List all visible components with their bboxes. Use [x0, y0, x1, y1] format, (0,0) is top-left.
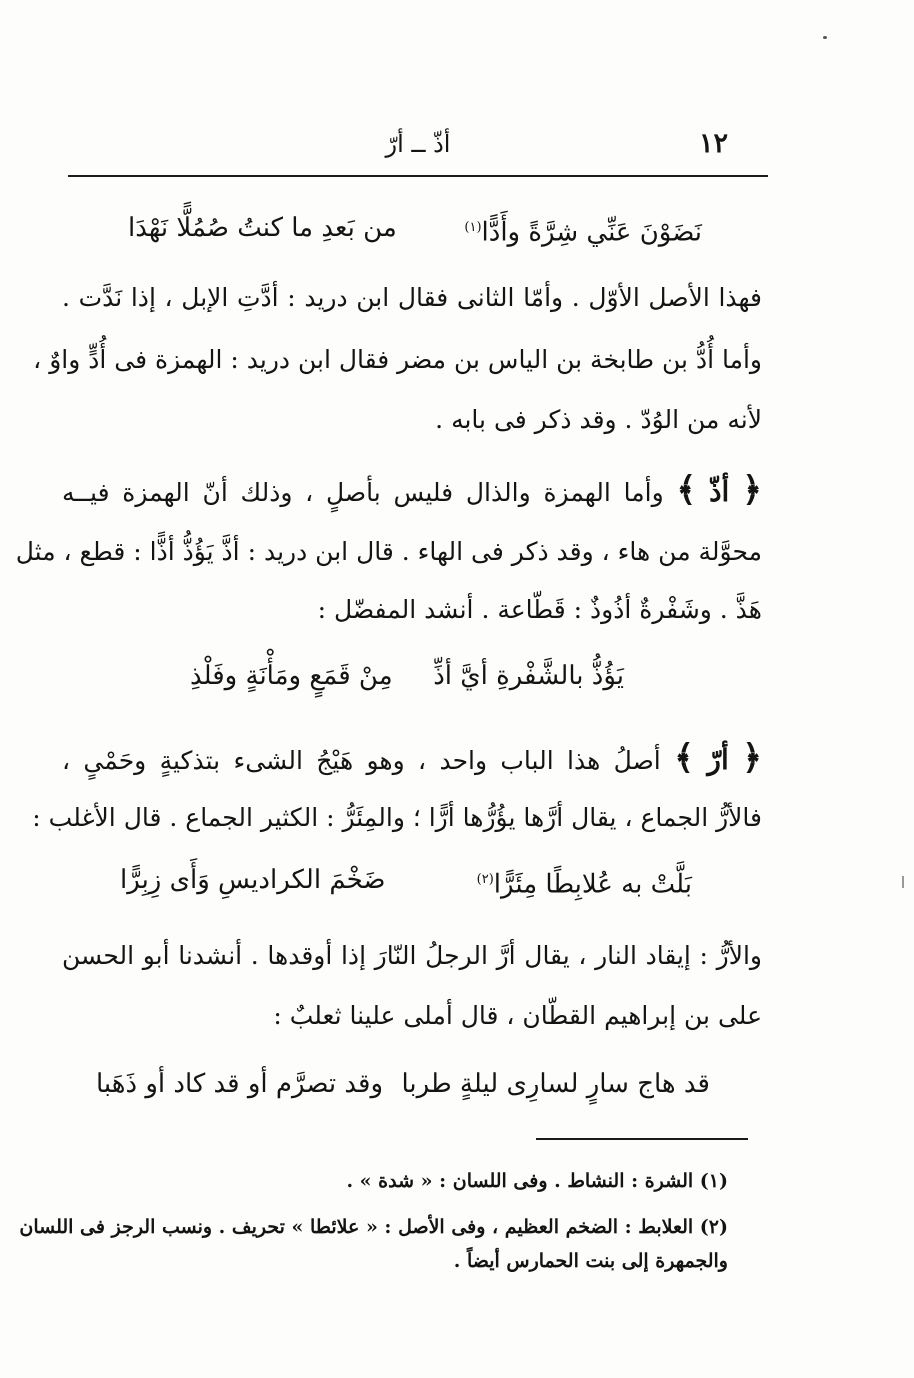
entry-line: على بن إبراهيم القطّان ، قال أملى علينا ثعلبٌ : — [273, 1001, 762, 1030]
entry-line: والأرُّ : إيقاد النار ، يقال أرَّ الرجلُ النّارَ إذا أوقدها . أنشدنا أبو الحسن — [62, 941, 762, 970]
entry-text: وأما الهمزة والذال فليس بأصلٍ ، وذلك أنّ الهمزة فيــه — [62, 478, 664, 507]
paragraph-line: وأما أُدُّ بن طابخة بن الياس بن مضر فقال ابن دريد : الهمزة فى أُدٍّ واوٌ ، — [33, 345, 762, 374]
page-header — [68, 128, 768, 168]
bracket-open: ﴿ — [742, 738, 763, 778]
bracket-close: ﴾ — [674, 738, 695, 778]
entry-line: هَذَّ . وشَفْرةٌ أذُوذٌ : قَطّاعة . أنشد المفضّل : — [317, 595, 762, 624]
header-rule — [68, 175, 768, 177]
verse-2-first-hemistich: يَؤُذُّ بالشَّفْرةِ أيَّ أذِّ — [433, 661, 624, 691]
footnote-marker-2: (٢) — [476, 872, 494, 887]
running-head: أذّ ــ أرّ — [385, 130, 451, 158]
entry-line: فالأرُّ الجماع ، يقال أرَّها يؤُرُّها أرًّا ؛ والمِئَرُّ : الكثير الجماع . قال الأغلب : — [32, 803, 762, 832]
footnote-2-line-1: (٢) العلابط : الضخم العظيم ، وفى الأصل : « علائطا » تحريف . ونسب الرجز فى اللسان — [19, 1216, 728, 1238]
entry-line: محوَّلة من هاء ، وقد ذكر فى الهاء . قال ابن دريد : أذَّ يَؤُذُّ أذًّا : قطع ، مثل — [15, 537, 762, 566]
entry-line — [62, 738, 762, 781]
footnote-2-line-2: والجمهرة إلى بنت الحمارس أيضاً . — [453, 1250, 728, 1272]
bracket-open: ﴿ — [742, 470, 762, 510]
verse-2-second-hemistich: مِنْ قَمَعٍ ومَأْنَةٍ وفَلْذِ — [190, 661, 393, 691]
verse-1-first-hemistich — [464, 208, 702, 253]
entry-headword — [674, 738, 763, 778]
paragraph-line: فهذا الأصل الأوّل . وأمّا الثانى فقال ابن دريد : أدَّتِ الإبل ، إذا نَدَّت . — [62, 283, 762, 312]
entry-line — [62, 470, 762, 513]
entry-headword — [676, 470, 762, 510]
page-number: ١٢ — [698, 128, 728, 159]
hemistich-text: نَضَوْنَ عَنِّي شِرَّةً وأَدًّا — [481, 217, 702, 248]
scan-speck — [902, 876, 904, 888]
verse-3-first-hemistich — [477, 860, 692, 905]
scan-speck — [823, 36, 827, 39]
headword-text: أذّ — [709, 475, 730, 508]
footnote-rule — [536, 1138, 748, 1140]
paragraph-line: لأنه من الوُدّ . وقد ذكر فى بابه . — [435, 405, 762, 434]
verse-1-second-hemistich: من بَعدِ ما كنتُ صُمُلًّا نَهْدَا — [128, 213, 397, 243]
footnote-marker-1: (١) — [464, 220, 482, 235]
hemistich-text: بَلَّتْ به عُلابِطًا مِئَرًّا — [493, 869, 692, 900]
verse-4-second-hemistich: وقد تصرَّم أو قد كاد أو ذَهَبا — [96, 1069, 384, 1099]
bracket-close: ﴾ — [676, 470, 697, 510]
verse-4-first-hemistich: قد هاج سارٍ لسارِى ليلةٍ طربا — [401, 1069, 710, 1099]
verse-3-second-hemistich: ضَخْمَ الكراديسِ وَأَى زِبِرًّا — [120, 865, 386, 895]
headword-text: أرّ — [707, 743, 729, 776]
footnote-1: (١) الشرة : النشاط . وفى اللسان : « شدة » . — [346, 1170, 728, 1192]
entry-text: أصلُ هذا الباب واحد ، وهو هَيْجُ الشىء بتذكيةٍ وحَمْىٍ ، — [62, 746, 661, 775]
